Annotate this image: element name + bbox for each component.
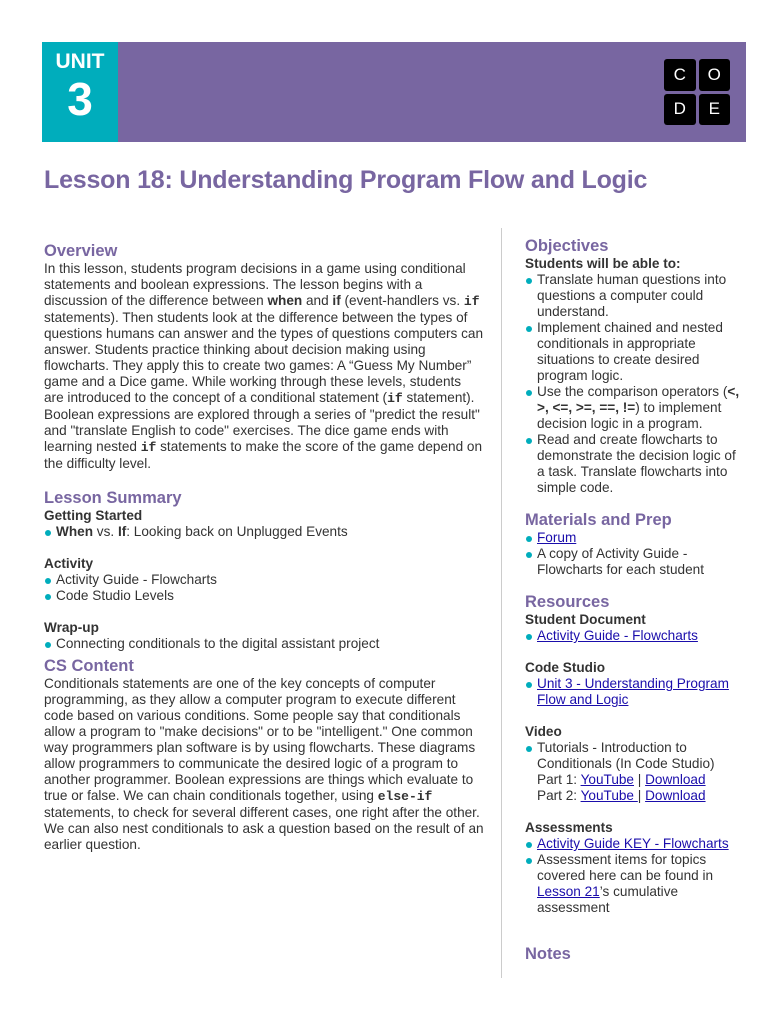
list-item: Read and create flowcharts to demonstrate the decision logic of a task. Translate flowcharts into simple code. [525, 432, 747, 496]
column-divider [501, 228, 502, 978]
unit-number: 3 [67, 73, 93, 125]
list-item: Code Studio Levels [44, 588, 484, 604]
unit-banner [42, 42, 746, 142]
video-heading: Video [525, 724, 562, 739]
objectives-intro: Students will be able to: [525, 256, 681, 271]
overview-heading: Overview [44, 242, 118, 260]
wrapup-heading: Wrap-up [44, 620, 99, 635]
part2-youtube-link[interactable]: YouTube [580, 788, 638, 803]
list-item: When vs. If: Looking back on Unplugged Events [44, 524, 484, 540]
resources-heading: Resources [525, 593, 610, 611]
unit-label: UNIT [55, 50, 105, 73]
assessments-heading: Assessments [525, 820, 613, 835]
lesson-summary-heading: Lesson Summary [44, 489, 182, 507]
logo-letter: O [699, 59, 731, 91]
part1-youtube-link[interactable]: YouTube [580, 772, 634, 787]
list-item: Connecting conditionals to the digital assistant project [44, 636, 484, 652]
overview-text: In this lesson, students program decisions in a game using conditional statements and boolean expressions. The lesson begins with a discussion of the difference between when and if (event-handlers vs. if statements). Then students look at the difference between the types of questions humans can answer and the types of questions computers can answer. Students practice thinking about decision making using flowcharts. They apply this to create two games: A “Guess My Number” game and a Dice game. While working through these levels, students are introduced to the concept of a conditional statement (if statement). Boolean expressions are explored through a series of "predict the result" and "translate English to code" exercises. The dice game ends with learning nested if statements to make the score of the game depend on the difficulty level. [44, 261, 484, 471]
logo-letter: E [699, 94, 731, 126]
list-item: Use the comparison operators (<, >, <=, >=, ==, !=) to implement decision logic in a program. [525, 384, 747, 432]
objectives-heading: Objectives [525, 237, 609, 255]
code-org-logo [664, 59, 730, 125]
list-item: Tutorials - Introduction to Conditionals (In Code Studio) Part 1: YouTube | Download Part 2: YouTube | Download [525, 740, 747, 804]
activity-guide-link[interactable]: Activity Guide - Flowcharts [537, 628, 698, 643]
page-title: Lesson 18: Understanding Program Flow and Logic [44, 166, 648, 194]
list-item [525, 628, 747, 644]
activity-guide-key-link[interactable]: Activity Guide KEY - Flowcharts [537, 836, 729, 851]
list-item: Translate human questions into questions a computer could understand. [525, 272, 747, 320]
unit-badge [42, 42, 118, 142]
student-document-heading: Student Document [525, 612, 646, 627]
code-studio-link[interactable]: Unit 3 - Understanding Program Flow and Logic [537, 676, 729, 707]
activity-heading: Activity [44, 556, 94, 571]
cs-content-heading: CS Content [44, 657, 134, 675]
list-item: Assessment items for topics covered here can be found in Lesson 21’s cumulative assessment [525, 852, 747, 916]
getting-started-heading: Getting Started [44, 508, 143, 523]
list-item [525, 676, 747, 708]
cs-content-text: Conditionals statements are one of the key concepts of computer programming, as they allow a computer program to execute different code based on various conditions. Some people say that conditionals allow a program to "make decisions" or to be "intelligent." One common way programmers plan software is by using flowcharts. These diagrams allow programmers to communicate the desired logic of a program to another programmer. Boolean expressions are things which evaluate to true or false. We can chain conditionals together, using else-if statements, to check for several different cases, one right after the other. We can also nest conditionals to ask a question based on the result of an earlier question. [44, 676, 484, 852]
list-item: A copy of Activity Guide - Flowcharts for each student [525, 546, 747, 578]
list-item [525, 836, 747, 852]
list-item [525, 530, 747, 546]
logo-letter: C [664, 59, 696, 91]
right-column [525, 236, 747, 964]
notes-heading: Notes [525, 945, 571, 963]
forum-link[interactable]: Forum [537, 530, 577, 545]
list-item: Implement chained and nested conditionals in appropriate situations to create desired program logic. [525, 320, 747, 384]
part2-download-link[interactable]: Download [645, 788, 706, 803]
materials-heading: Materials and Prep [525, 511, 672, 529]
left-column [44, 241, 484, 853]
lesson-21-link[interactable]: Lesson 21 [537, 884, 600, 899]
code-studio-heading: Code Studio [525, 660, 606, 675]
list-item: Activity Guide - Flowcharts [44, 572, 484, 588]
part1-download-link[interactable]: Download [645, 772, 706, 787]
logo-letter: D [664, 94, 696, 126]
